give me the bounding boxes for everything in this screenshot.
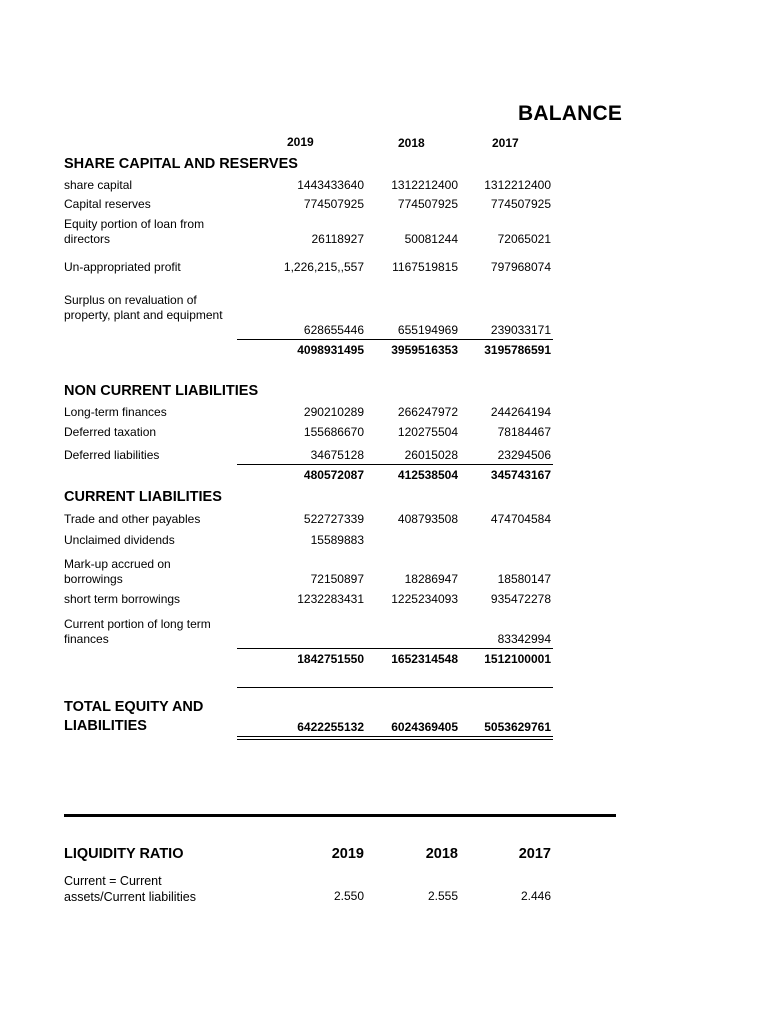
cell-2017: 72065021 [497, 232, 551, 246]
row-label: share capital [64, 178, 133, 192]
cell-2017: 83342994 [497, 632, 551, 646]
row-label: Capital reserves [64, 197, 151, 211]
cell-2019: 774507925 [303, 197, 364, 211]
year-header-2017: 2017 [492, 136, 519, 150]
grand-total-2019: 6422255132 [297, 720, 364, 734]
liquidity-year-2018: 2018 [425, 846, 458, 862]
cell-2018: 1312212400 [391, 178, 458, 192]
page-title: BALANCE [518, 102, 623, 125]
row-label: Deferred liabilities [64, 448, 160, 462]
liquidity-year-2017: 2017 [518, 846, 551, 862]
cell-2017: 774507925 [490, 197, 551, 211]
cell-2018: 50081244 [404, 232, 458, 246]
subtotal-2017: 345743167 [490, 468, 551, 482]
cell-2019: 290210289 [303, 405, 364, 419]
row-label: Un-appropriated profit [64, 260, 181, 274]
row-label: Equity portion of loan from directors [64, 217, 205, 246]
cell-2017: 244264194 [490, 405, 551, 419]
liquidity-heading: LIQUIDITY RATIO [64, 846, 184, 862]
row-label: short term borrowings [64, 592, 181, 606]
subtotal-2018: 3959516353 [391, 343, 458, 357]
cell-2019: 34675128 [310, 448, 364, 462]
subtotal-2017: 1512100001 [484, 652, 551, 666]
liquidity-cell-2017: 2.446 [520, 889, 551, 903]
subtotal-2017: 3195786591 [484, 343, 551, 357]
double-underline-bottom [237, 739, 553, 740]
double-underline-top [237, 736, 553, 737]
row-label: Deferred taxation [64, 425, 157, 439]
cell-2018: 1167519815 [392, 260, 458, 274]
row-label: Current portion of long term finances [64, 617, 211, 646]
row-label: Long-term finances [64, 405, 167, 419]
liquidity-year-2019: 2019 [331, 846, 364, 862]
cell-2017: 935472278 [490, 592, 551, 606]
section-heading-share-capital: SHARE CAPITAL AND RESERVES [64, 156, 298, 172]
subtotal-2018: 412538504 [397, 468, 458, 482]
subtotal-2018: 1652314548 [391, 652, 458, 666]
liquidity-cell-2018: 2.555 [427, 889, 458, 903]
cell-2018: 120275504 [397, 425, 458, 439]
section-heading-current: CURRENT LIABILITIES [64, 489, 222, 505]
grand-total-2018: 6024369405 [391, 720, 458, 734]
subtotal-2019: 4098931495 [297, 343, 364, 357]
liquidity-cell-2019: 2.550 [333, 889, 364, 903]
cell-2018: 266247972 [397, 405, 458, 419]
section-divider [64, 814, 616, 817]
subtotal-rule [237, 648, 553, 649]
cell-2019: 72150897 [310, 572, 364, 586]
row-label: Unclaimed dividends [64, 533, 175, 547]
cell-2017: 797968074 [490, 260, 551, 274]
cell-2017: 239033171 [490, 323, 551, 337]
cell-2017: 78184467 [497, 425, 551, 439]
grand-total-2017: 5053629761 [484, 720, 551, 734]
cell-2019: 1,226,215,,557 [283, 260, 364, 274]
row-label: Surplus on revaluation of property, plant and equipment [64, 293, 223, 322]
section-heading-non-current: NON CURRENT LIABILITIES [64, 383, 259, 399]
row-label: Mark-up accrued on borrowings [64, 557, 171, 586]
cell-2019: 1443433640 [297, 178, 364, 192]
cell-2019: 155686670 [303, 425, 364, 439]
subtotal-2019: 480572087 [303, 468, 364, 482]
cell-2017: 474704584 [490, 512, 551, 526]
liquidity-row-label: Current = Current assets/Current liabilities [64, 874, 196, 904]
cell-2019: 15589883 [310, 533, 364, 547]
cell-2017: 18580147 [497, 572, 551, 586]
cell-2018: 26015028 [404, 448, 458, 462]
cell-2017: 1312212400 [484, 178, 551, 192]
year-header-2019: 2019 [287, 135, 314, 149]
subtotal-rule [237, 339, 553, 340]
cell-2019: 26118927 [311, 232, 364, 246]
year-header-2018: 2018 [398, 136, 425, 150]
cell-2018: 1225234093 [391, 592, 458, 606]
cell-2018: 774507925 [397, 197, 458, 211]
cell-2019: 628655446 [303, 323, 364, 337]
cell-2018: 408793508 [397, 512, 458, 526]
cell-2019: 1232283431 [297, 592, 364, 606]
total-top-rule [237, 687, 553, 688]
cell-2018: 655194969 [397, 323, 458, 337]
subtotal-2019: 1842751550 [297, 652, 364, 666]
cell-2019: 522727339 [303, 512, 364, 526]
cell-2018: 18286947 [404, 572, 458, 586]
total-equity-label: TOTAL EQUITY AND LIABILITIES [64, 699, 204, 734]
subtotal-rule [237, 464, 553, 465]
row-label: Trade and other payables [64, 512, 201, 526]
cell-2017: 23294506 [497, 448, 551, 462]
